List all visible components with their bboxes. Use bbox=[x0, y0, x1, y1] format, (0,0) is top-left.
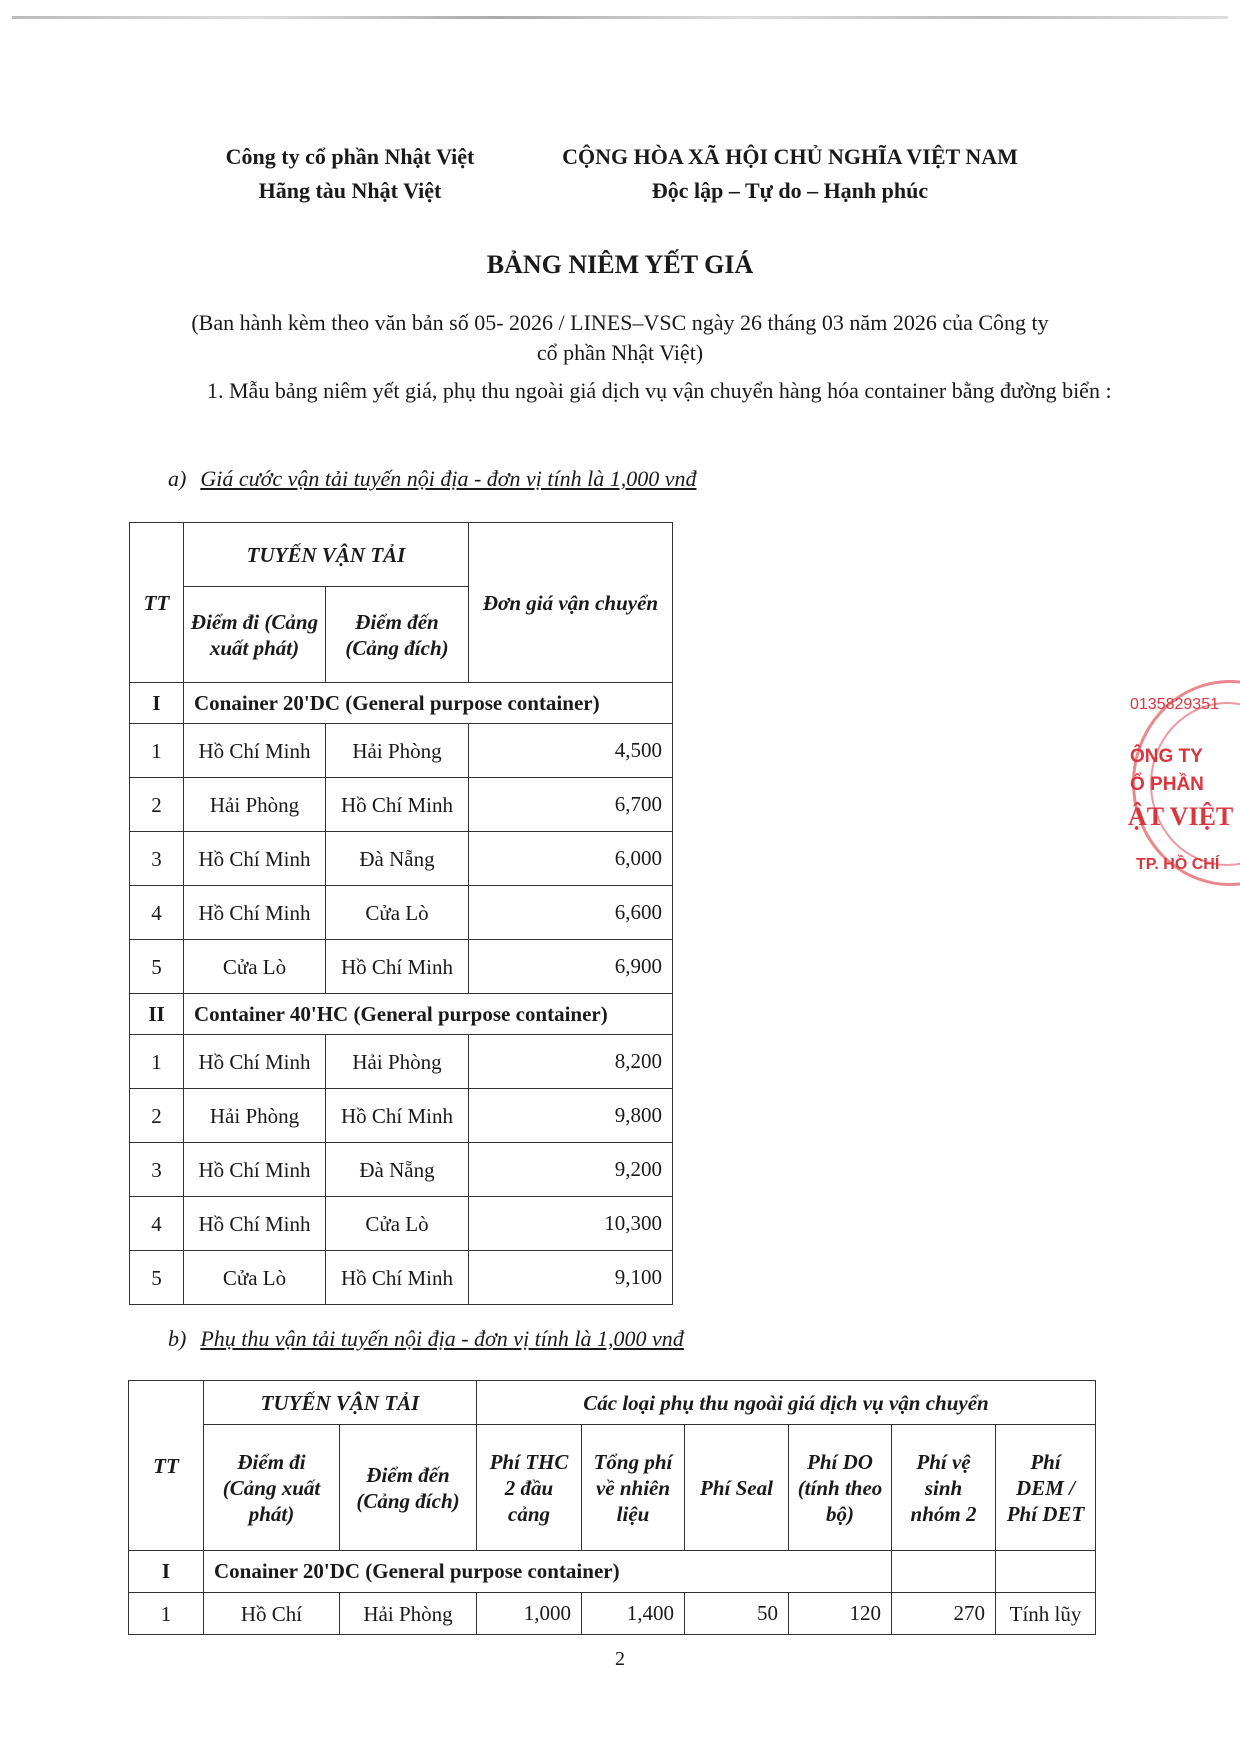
row-to: Hồ Chí Minh bbox=[326, 1251, 469, 1305]
section-a-marker: a) bbox=[168, 466, 187, 491]
row-tt: 4 bbox=[130, 1197, 184, 1251]
country-name: CỘNG HÒA XÃ HỘI CHỦ NGHĨA VIỆT NAM bbox=[562, 144, 1018, 169]
th-hygiene: Phí vệ sinh nhóm 2 bbox=[892, 1425, 996, 1551]
row-hygiene: 270 bbox=[892, 1593, 996, 1635]
group-label: Conainer 20'DC (General purpose container) bbox=[204, 1551, 892, 1593]
th-to: Điểm đến (Cảng đích) bbox=[326, 587, 469, 683]
row-from: Hồ Chí Minh bbox=[184, 1143, 326, 1197]
th-to: Điểm đến (Cảng đích) bbox=[340, 1425, 477, 1551]
table-row bbox=[129, 1593, 1096, 1635]
row-tt: 1 bbox=[130, 1035, 184, 1089]
group-number: I bbox=[129, 1551, 204, 1593]
row-price: 6,700 bbox=[469, 778, 673, 832]
row-tt: 5 bbox=[130, 940, 184, 994]
row-from: Hồ Chí Minh bbox=[184, 886, 326, 940]
page-number: 2 bbox=[615, 1648, 625, 1670]
table-row bbox=[130, 886, 673, 940]
row-price: 10,300 bbox=[469, 1197, 673, 1251]
row-do: 120 bbox=[789, 1593, 892, 1635]
row-price: 6,600 bbox=[469, 886, 673, 940]
row-fuel: 1,400 bbox=[582, 1593, 685, 1635]
row-from: Hồ Chí Minh bbox=[184, 1197, 326, 1251]
row-to: Hải Phòng bbox=[326, 1035, 469, 1089]
row-price: 6,000 bbox=[469, 832, 673, 886]
th-seal: Phí Seal bbox=[685, 1425, 789, 1551]
section-a-heading bbox=[168, 466, 697, 492]
th-fees: Các loại phụ thu ngoài giá dịch vụ vận chuyển bbox=[477, 1381, 1096, 1425]
group-label: Container 40'HC (General purpose container) bbox=[184, 994, 673, 1035]
group-label: Conainer 20'DC (General purpose container) bbox=[184, 683, 673, 724]
section-a-label: Giá cước vận tải tuyến nội địa - đơn vị tính là 1,000 vnđ bbox=[200, 466, 697, 491]
row-price: 6,900 bbox=[469, 940, 673, 994]
th-tt: TT bbox=[130, 523, 184, 683]
row-to: Đà Nẵng bbox=[326, 1143, 469, 1197]
row-thc: 1,000 bbox=[477, 1593, 582, 1635]
section-b-heading bbox=[168, 1326, 684, 1352]
seal-tax-code: 0135829351 bbox=[1130, 696, 1219, 713]
row-price: 9,100 bbox=[469, 1251, 673, 1305]
th-from: Điểm đi (Cảng xuất phát) bbox=[204, 1425, 340, 1551]
scan-edge-line bbox=[12, 16, 1228, 19]
table-row bbox=[130, 1143, 673, 1197]
th-route: TUYẾN VẬN TẢI bbox=[184, 523, 469, 587]
group-number: I bbox=[130, 683, 184, 724]
company-division: Hãng tàu Nhật Việt bbox=[258, 178, 442, 203]
row-to: Cửa Lò bbox=[326, 1197, 469, 1251]
empty-cell bbox=[892, 1551, 996, 1593]
company-name: Công ty cổ phần Nhật Việt bbox=[225, 144, 475, 169]
row-tt: 2 bbox=[130, 1089, 184, 1143]
group-row bbox=[130, 994, 673, 1035]
company-header bbox=[190, 140, 510, 208]
row-to: Cửa Lò bbox=[326, 886, 469, 940]
group-row bbox=[130, 683, 673, 724]
row-tt: 3 bbox=[130, 1143, 184, 1197]
group-number: II bbox=[130, 994, 184, 1035]
row-tt: 3 bbox=[130, 832, 184, 886]
th-fuel: Tổng phí về nhiên liệu bbox=[582, 1425, 685, 1551]
subtitle-line-1: (Ban hành kèm theo văn bản số 05- 2026 / LINES–VSC ngày 26 tháng 03 năm 2026 của Công ty bbox=[191, 310, 1049, 335]
table-row bbox=[130, 940, 673, 994]
company-seal-stamp bbox=[1126, 680, 1240, 900]
th-route: TUYẾN VẬN TẢI bbox=[204, 1381, 477, 1425]
row-tt: 4 bbox=[130, 886, 184, 940]
surcharge-table bbox=[128, 1380, 1096, 1635]
row-tt: 1 bbox=[130, 724, 184, 778]
row-seal: 50 bbox=[685, 1593, 789, 1635]
subtitle-line-2: cổ phần Nhật Việt) bbox=[536, 340, 704, 365]
row-to: Hồ Chí Minh bbox=[326, 778, 469, 832]
seal-text-3: ẬT VIỆT bbox=[1128, 802, 1234, 831]
paragraph-1-text: 1. Mẫu bảng niêm yết giá, phụ thu ngoài giá dịch vụ vận chuyển hàng hóa container bằng đường biển : bbox=[207, 378, 1112, 403]
national-motto bbox=[520, 140, 1060, 208]
row-from: Hồ Chí Minh bbox=[184, 832, 326, 886]
table-row bbox=[130, 1089, 673, 1143]
table-row bbox=[130, 778, 673, 832]
row-tt: 2 bbox=[130, 778, 184, 832]
row-price: 9,200 bbox=[469, 1143, 673, 1197]
row-from: Hồ Chí bbox=[204, 1593, 340, 1635]
row-to: Hải Phòng bbox=[340, 1593, 477, 1635]
freight-rate-table bbox=[129, 522, 673, 1305]
document-title: BẢNG NIÊM YẾT GIÁ bbox=[486, 250, 754, 279]
empty-cell bbox=[996, 1551, 1096, 1593]
row-from: Cửa Lò bbox=[184, 940, 326, 994]
section-b-marker: b) bbox=[168, 1326, 187, 1351]
row-price: 9,800 bbox=[469, 1089, 673, 1143]
row-price: 8,200 bbox=[469, 1035, 673, 1089]
table-row bbox=[130, 724, 673, 778]
th-tt: TT bbox=[129, 1381, 204, 1551]
th-price: Đơn giá vận chuyển bbox=[469, 523, 673, 683]
th-from: Điểm đi (Cảng xuất phát) bbox=[184, 587, 326, 683]
row-to: Hải Phòng bbox=[326, 724, 469, 778]
th-dem: Phí DEM / Phí DET bbox=[996, 1425, 1096, 1551]
row-from: Hải Phòng bbox=[184, 778, 326, 832]
table-row bbox=[130, 1197, 673, 1251]
document-subtitle bbox=[130, 308, 1110, 368]
th-thc: Phí THC 2 đầu cảng bbox=[477, 1425, 582, 1551]
motto: Độc lập – Tự do – Hạnh phúc bbox=[651, 178, 929, 203]
section-b-label: Phụ thu vận tải tuyến nội địa - đơn vị tính là 1,000 vnđ bbox=[200, 1326, 684, 1351]
row-tt: 1 bbox=[129, 1593, 204, 1635]
row-dem: Tính lũy bbox=[996, 1593, 1096, 1635]
row-from: Hồ Chí Minh bbox=[184, 724, 326, 778]
row-from: Cửa Lò bbox=[184, 1251, 326, 1305]
seal-text-4: TP. HỒ CHÍ bbox=[1136, 856, 1220, 873]
row-tt: 5 bbox=[130, 1251, 184, 1305]
th-do: Phí DO (tính theo bộ) bbox=[789, 1425, 892, 1551]
row-price: 4,500 bbox=[469, 724, 673, 778]
row-from: Hồ Chí Minh bbox=[184, 1035, 326, 1089]
table-row bbox=[130, 1251, 673, 1305]
row-to: Hồ Chí Minh bbox=[326, 940, 469, 994]
paragraph-1 bbox=[132, 376, 1112, 406]
table-row bbox=[130, 832, 673, 886]
row-to: Đà Nẵng bbox=[326, 832, 469, 886]
table-row bbox=[130, 1035, 673, 1089]
row-to: Hồ Chí Minh bbox=[326, 1089, 469, 1143]
seal-text-2: Ổ PHẦN bbox=[1130, 774, 1204, 795]
group-row bbox=[129, 1551, 1096, 1593]
seal-text-1: ÔNG TY bbox=[1130, 746, 1203, 767]
row-from: Hải Phòng bbox=[184, 1089, 326, 1143]
